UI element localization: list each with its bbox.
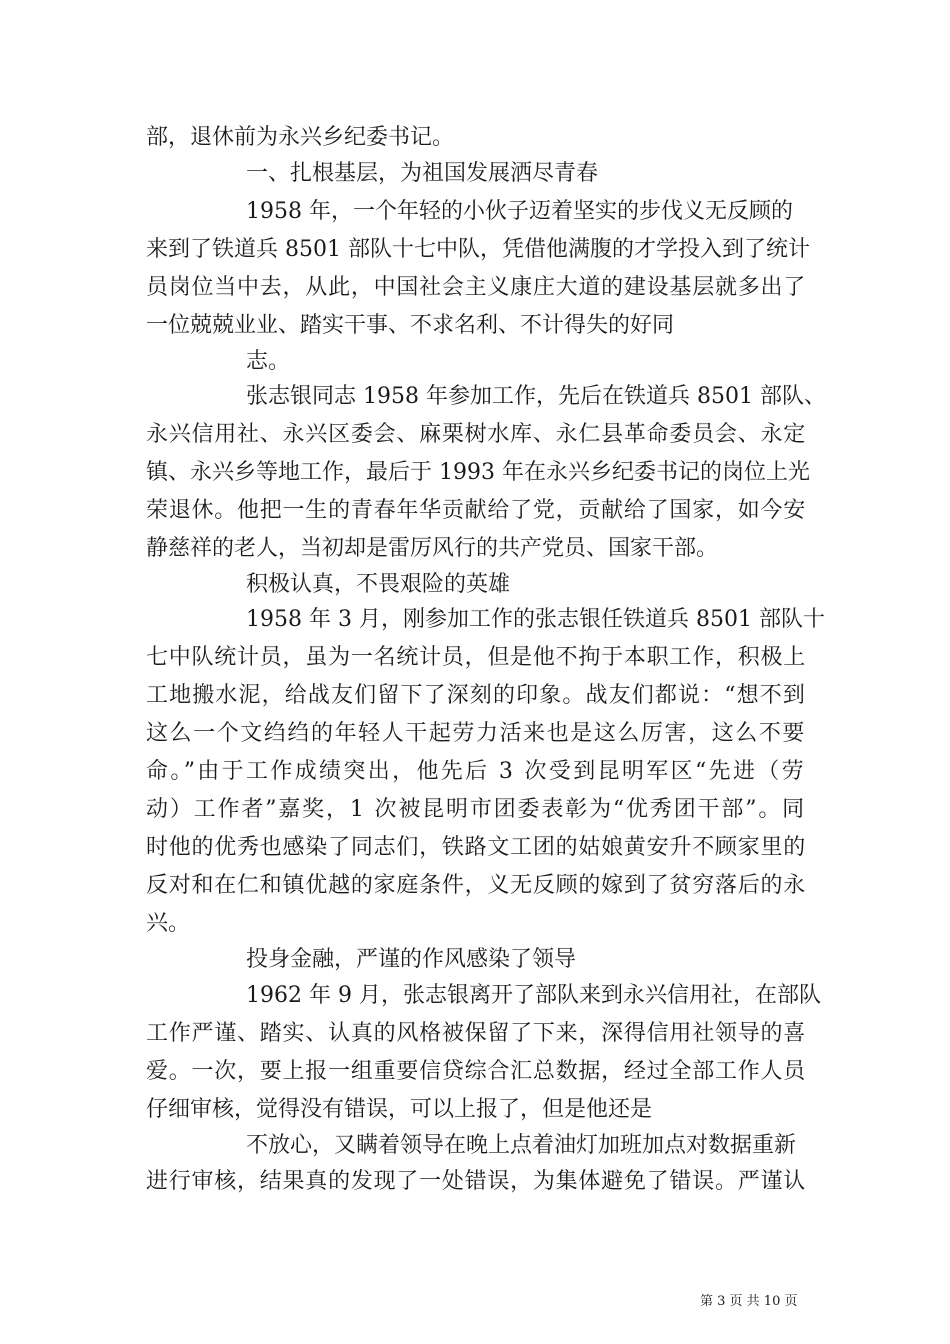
text-line: 动）工作者”嘉奖，1 次被昆明市团委表彰为“优秀团干部”。同 bbox=[146, 797, 806, 822]
text-line: 反对和在仁和镇优越的家庭条件，义无反顾的嫁到了贫穷落后的永 bbox=[146, 873, 806, 898]
section-heading: 积极认真，不畏艰险的英雄 bbox=[246, 572, 511, 597]
text-line: 兴。 bbox=[146, 911, 191, 936]
text-line: 员岗位当中去，从此，中国社会主义康庄大道的建设基层就多出了 bbox=[146, 275, 806, 300]
text-line: 1958 年 3 月，刚参加工作的张志银任铁道兵 8501 部队十 bbox=[246, 607, 825, 632]
text-line: 一位兢兢业业、踏实干事、不求名利、不计得失的好同 bbox=[146, 313, 675, 338]
text-line: 工作严谨、踏实、认真的风格被保留了下来，深得信用社领导的喜 bbox=[146, 1021, 806, 1046]
text-line: 不放心，又瞒着领导在晚上点着油灯加班加点对数据重新 bbox=[246, 1133, 797, 1158]
text-line: 张志银同志 1958 年参加工作，先后在铁道兵 8501 部队、 bbox=[246, 384, 826, 409]
text-line: 时他的优秀也感染了同志们，铁路文工团的姑娘黄安升不顾家里的 bbox=[146, 835, 806, 860]
text-line: 命。”由于工作成绩突出，他先后 3 次受到昆明军区“先进（劳 bbox=[146, 759, 806, 784]
text-line: 工地搬水泥，给战友们留下了深刻的印象。战友们都说：“想不到 bbox=[146, 683, 806, 708]
text-line: 1958 年，一个年轻的小伙子迈着坚实的步伐义无反顾的 bbox=[246, 199, 793, 224]
text-line: 荣退休。他把一生的青春年华贡献给了党，贡献给了国家，如今安 bbox=[146, 498, 806, 523]
page-number: 第 3 页 共 10 页 bbox=[700, 1294, 798, 1309]
text-line: 爱。一次，要上报一组重要信贷综合汇总数据，经过全部工作人员 bbox=[146, 1059, 806, 1084]
text-line: 志。 bbox=[246, 349, 291, 374]
section-heading: 一、扎根基层，为祖国发展洒尽青春 bbox=[246, 161, 599, 186]
section-heading: 投身金融，严谨的作风感染了领导 bbox=[246, 947, 577, 972]
text-line: 这么一个文绉绉的年轻人干起劳力活来也是这么厉害，这么不要 bbox=[146, 721, 806, 746]
text-line: 仔细审核，觉得没有错误，可以上报了，但是他还是 bbox=[146, 1097, 653, 1122]
text-line: 进行审核，结果真的发现了一处错误，为集体避免了错误。严谨认 bbox=[146, 1169, 806, 1194]
text-line: 来到了铁道兵 8501 部队十七中队，凭借他满腹的才学投入到了统计 bbox=[146, 237, 810, 262]
text-line: 七中队统计员，虽为一名统计员，但是他不拘于本职工作，积极上 bbox=[146, 645, 806, 670]
text-line: 静慈祥的老人，当初却是雷厉风行的共产党员、国家干部。 bbox=[146, 536, 719, 561]
text-line: 镇、永兴乡等地工作，最后于 1993 年在永兴乡纪委书记的岗位上光 bbox=[146, 460, 810, 485]
text-line: 1962 年 9 月，张志银离开了部队来到永兴信用社，在部队 bbox=[246, 983, 821, 1008]
text-line: 部，退休前为永兴乡纪委书记。 bbox=[146, 125, 455, 150]
text-line: 永兴信用社、永兴区委会、麻栗树水库、永仁县革命委员会、永定 bbox=[146, 422, 806, 447]
